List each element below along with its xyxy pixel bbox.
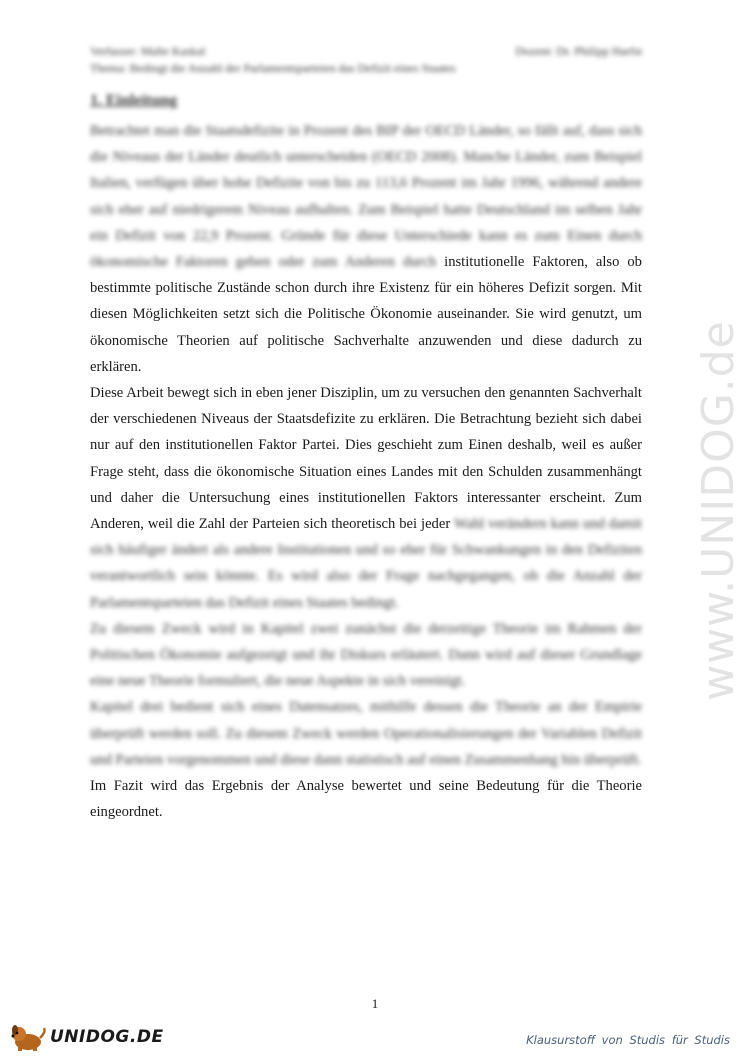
paragraph-3: Zu diesem Zweck wird in Kapitel zwei zunächst die derzeitige Theorie im Rahmen der Politischen Ökonomie aufgezeigt und ihr Diskurs erläutert. Dann wird auf dieser Grundlage eine neue Theorie formuliert, die neue Aspekte in sich vereinigt. [90,620,642,690]
clear-text: institutionelle Faktoren, also ob bestimmte politische Zustände schon durch ihre Existenz für ein höheres Defizit sorgen. Mit diesen Möglichkeiten setzt sich die Politische Ökonomie auseinander. Sie wird genutzt, um ökonomische Theorien auf politische Sachverhalte anzuwenden und diese dadurch zu erklären. [90,254,642,375]
section-heading: 1. Einleitung [90,92,178,109]
lecturer-line: Dozent: Dr. Philipp Harfst [515,44,642,58]
dog-mascot-icon [8,1022,48,1052]
document-body [90,118,642,825]
paragraph-2 [90,380,642,616]
author-line: Verfasser: Malte Kaskal [90,44,206,58]
logo-text: UNIDOG.DE [50,1027,164,1047]
paragraph-5: Im Fazit wird das Ergebnis der Analyse bewertet und seine Bedeutung für die Theorie eingeordnet. [90,778,642,821]
unidog-logo [8,1022,164,1052]
page-number: 1 [371,996,379,1011]
watermark [692,270,744,750]
clear-text: Diese Arbeit bewegt sich in eben jener Disziplin, um zu versuchen den genannten Sachverhalt der verschiedenen Niveaus der Staatsdefizite zu erklären. Die Betrachtung bezieht sich dabei nur auf den institutionellen Faktor Partei. Dies geschieht zum Einen deshalb, weil es außer Frage steht, dass die ökonomische Situation eines Landes mit den Schulden zusammenhängt und daher die Untersuchung eines institutionellen Faktors interessanter erscheint. Zum Anderen, weil die Zahl der Parteien sich theoretisch bei jeder [90,385,642,533]
footer-tagline: Klausurstoff von Studis für Studis [526,1033,730,1047]
blurred-text: Betrachtet man die Staatsdefizite in Prozent des BIP der OECD Länder, so fällt auf, dass sich die Niveaus der Länder deutlich unterscheiden (OECD 2008). Manche Länder, zum Beispiel Italien, verfügen über hohe Defizite von bis zu 113,6 Prozent im Jahr 1996, während andere sich eher auf niedrigerem Niveau aufhalten. Zum Beispiel hatte Deutschland im selben Jahr ein Defizit von 22,9 Prozent. Gründe für diese Unterschiede kann es zum Einen durch ökonomische Faktoren geben oder zum Anderen durch [90,123,642,271]
paragraph-4: Kapitel drei bedient sich eines Datensatzes, mithilfe dessen die Theorie an der Empirie überprüft werden soll. Zu diesem Zweck werden Operationalisierungen der Variablen Defizit und Parteien vorgenommen und diese dann statistisch auf einen Zusammenhang hin überprüft. [90,699,642,768]
blurred-text: Wahl verändern kann und damit sich häufiger ändert als andere Institutionen und so eher für Schwankungen in den Defiziten verantwortlich sein könnte. Es wird also der Frage nachgegangen, ob die Anzahl der Parlamentsparteien das Defizit eines Staates bedingt. [90,516,642,611]
page-header [90,44,642,76]
topic-line: Thema: Bedingt die Anzahl der Parlamentsparteien das Defizit eines Staates [90,61,456,75]
paragraph-1 [90,118,642,380]
watermark-text: www.UNIDOG.de [692,319,744,701]
